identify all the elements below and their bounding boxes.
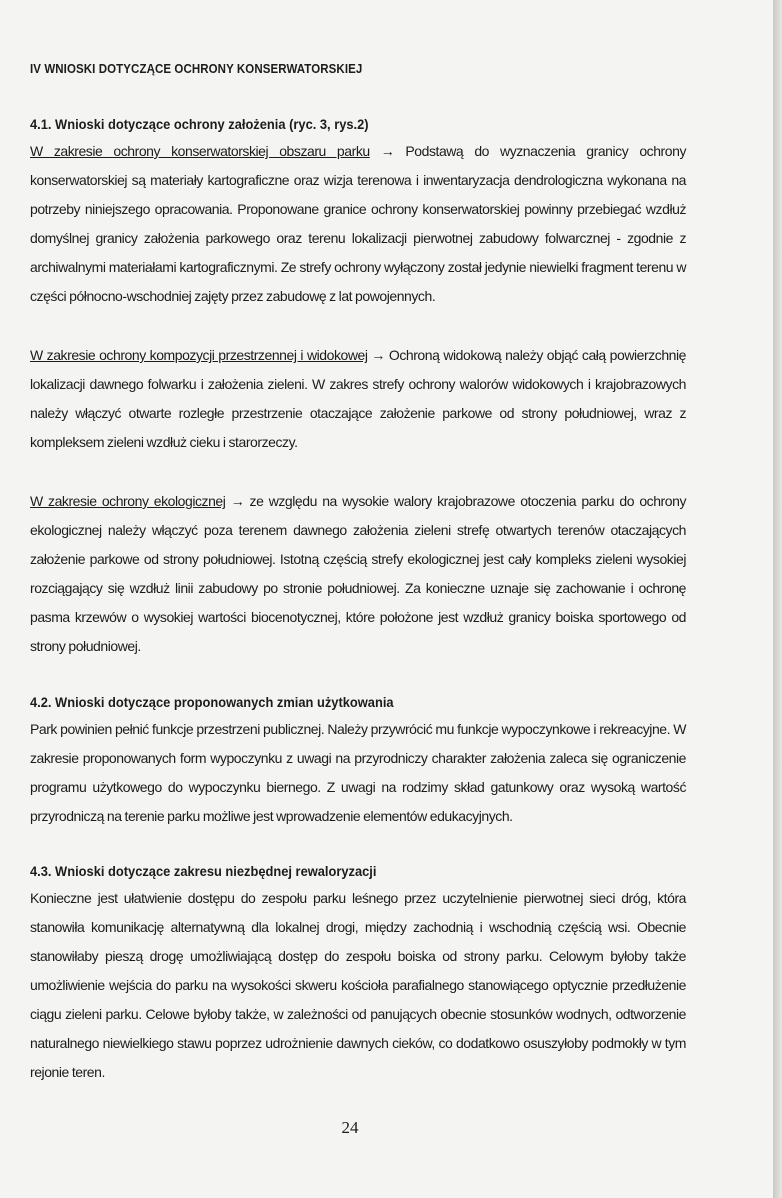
paragraph-text: Podstawą do wyznaczenia granicy ochrony konserwatorskiej są materiały kartograficzne oraz wizja terenowa i inwentaryzacja dendrologiczna wykonana na potrzeby niniejszego opracowania. Proponowane granice ochrony konserwatorskiej powinny przebiegać wzdłuż domyślnej granicy założenia parkowego oraz terenu lokalizacji pierwotnej zabudowy folwarcznej - zgodnie z archiwalnymi materiałami kartograficznymi. Ze strefy ochrony wyłączony został jedynie niewielki fragment terenu w części północno-wschodniej zajęty przez zabudowę z lat powojennych. xyxy=(30,143,686,304)
page-number: 24 xyxy=(341,1118,359,1137)
paragraph-usage-changes: Park powinien pełnić funkcje przestrzeni publicznej. Należy przywrócić mu funkcje wypoczynkowe i rekreacyjne. W zakresie proponowanych form wypoczynku z uwagi na przyrodniczy charakter założenia zaleca się ograniczenie programu użytkowego do wypoczynku biernego. Z uwagi na rodzimy skład gatunkowy oraz wysoką wartość przyrodniczą na terenie parku możliwe jest wprowadzenie elementów edukacyjnych. xyxy=(30,721,686,824)
arrow-icon: → xyxy=(371,347,385,363)
section-4-2 xyxy=(30,689,686,831)
arrow-icon: → xyxy=(230,493,245,509)
subsection-title-4-2: 4.2. Wnioski dotyczące proponowanych zmian użytkowania xyxy=(30,694,394,710)
document-body xyxy=(30,62,686,1087)
section-4-3 xyxy=(30,858,686,1087)
paragraph-conservation-area xyxy=(30,137,686,311)
scan-edge xyxy=(773,0,782,1198)
section-4-1 xyxy=(30,111,686,661)
paragraph-spatial-composition xyxy=(30,341,686,457)
paragraph-ecological xyxy=(30,487,686,661)
underlined-heading-ecological: W zakresie ochrony ekologicznej xyxy=(30,493,226,509)
paragraph-revalorization: Konieczne jest ułatwienie dostępu do zespołu parku leśnego przez uczytelnienie pierwotnej sieci dróg, która stanowiła komunikację alternatywną dla lokalnej drogi, między zachodnią i wschodnią częścią wsi. Obecnie stanowiłaby pieszą drogę umożliwiającą dostęp do zespołu boiska od strony parku. Celowym byłoby także umożliwienie wejścia do parku na wysokości skweru kościoła parafialnego stanowiącego optycznie przedłużenie ciągu zieleni parku. Celowe byłoby także, w zależności od panujących obecnie stosunków wodnych, odtworzenie naturalnego niewielkiego stawu poprzez udrożnienie dawnych cieków, co dodatkowo osuszyłoby podmokły w tym rejonie teren. xyxy=(30,890,686,1080)
underlined-heading-composition: W zakresie ochrony kompozycji przestrzennej i widokowej xyxy=(30,347,368,363)
subsection-title-4-1: 4.1. Wnioski dotyczące ochrony założenia (ryc. 3, rys.2) xyxy=(30,116,369,132)
paragraph-text: ze względu na wysokie walory krajobrazowe otoczenia parku do ochrony ekologicznej należy włączyć poza terenem dawnego założenia zieleni strefę otwartych terenów otaczających założenie parkowe od strony południowej. Istotną częścią strefy ekologicznej jest cały kompleks zieleni wysokiej rozciągający się wzdłuż linii zabudowy po stronie południowej. Za konieczne uznaje się zachowanie i ochronę pasma krzewów o wysokiej wartości biocenotycznej, które położone jest wzdłuż granicy boiska sportowego od strony południowej. xyxy=(30,493,686,654)
arrow-icon: → xyxy=(380,143,395,159)
subsection-title-4-3: 4.3. Wnioski dotyczące zakresu niezbędnej rewaloryzacji xyxy=(30,863,377,879)
section-title: IV WNIOSKI DOTYCZĄCE OCHRONY KONSERWATORSKIEJ xyxy=(30,62,363,76)
paragraph-text: Ochroną widokową należy objąć całą powierzchnię lokalizacji dawnego folwarku i założenia zieleni. W zakres strefy ochrony walorów widokowych i krajobrazowych należy włączyć otwarte rozległe przestrzenie otaczające założenie parkowe od strony południowej, wraz z kompleksem zieleni wzdłuż cieku i starorzeczy. xyxy=(30,347,686,450)
underlined-heading-conservation: W zakresie ochrony konserwatorskiej obszaru parku xyxy=(30,143,370,159)
